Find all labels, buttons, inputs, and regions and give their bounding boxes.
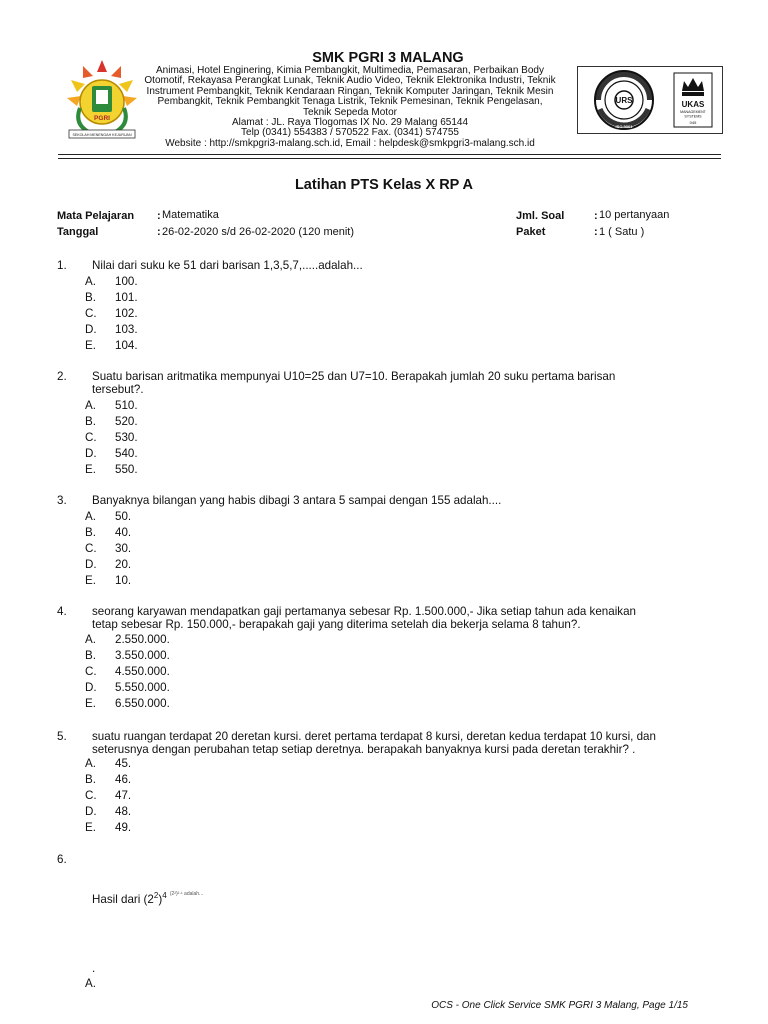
option-value: 103. (115, 323, 138, 336)
option-letter: A. (85, 399, 96, 412)
option-b (85, 773, 131, 786)
option-letter: A. (85, 510, 96, 523)
option-letter: D. (85, 323, 97, 336)
option-letter: E. (85, 574, 96, 587)
option-value: 4.550.000. (115, 665, 170, 678)
option-d (85, 323, 138, 336)
question-text (92, 370, 725, 396)
question-count-value: 10 pertanyaan (599, 209, 670, 221)
info-line: Pembangkit, Teknik Pembangkit Tenaga Listrik, Teknik Pemesinan, Teknik Pengelasan, (157, 96, 543, 108)
formula-tiny-text: (2²)²·¹ adalah... (169, 891, 204, 897)
option-letter: B. (85, 291, 96, 304)
question-line: tersebut?. (92, 383, 144, 396)
option-letter: E. (85, 463, 96, 476)
question-line: suatu ruangan terdapat 20 deretan kursi. deret pertama terdapat 8 kursi, deretan kedua terdapat 10 kursi, dan (92, 730, 656, 743)
ukas-title: UKAS (681, 100, 705, 109)
option-b (85, 526, 131, 539)
option-c (85, 789, 131, 802)
option-value: 550. (115, 463, 138, 476)
option-a (85, 399, 138, 412)
option-value: 3.550.000. (115, 649, 170, 662)
option-letter: C. (85, 431, 97, 444)
option-letter: B. (85, 649, 96, 662)
option-c (85, 307, 138, 320)
urs-iso-seal-icon (595, 71, 653, 129)
pgri-school-logo (63, 58, 141, 144)
address-line: Alamat : JL. Raya Tlogomas IX No. 29 Malang 65144 (231, 117, 469, 129)
option-value: 5.550.000. (115, 681, 170, 694)
option-d (85, 558, 131, 571)
option-value: 520. (115, 415, 138, 428)
package-colon: : (594, 226, 598, 238)
stray-dot: . (92, 962, 96, 975)
urs-bottom-text: ISO 9001 (615, 124, 633, 129)
option-letter: D. (85, 681, 97, 694)
info-line: Animasi, Hotel Enginering, Kimia Pembangkit, Multimedia, Pemasaran, Perbaikan Body (156, 65, 544, 76)
school-name: SMK PGRI 3 MALANG (312, 50, 464, 66)
option-value: 102. (115, 307, 138, 320)
option-value: 50. (115, 510, 132, 523)
ukas-number: 045 (689, 120, 697, 125)
option-letter: B. (85, 526, 96, 539)
question-number: 3. (57, 494, 67, 507)
option-value: 49. (115, 821, 132, 834)
option-d (85, 681, 170, 694)
option-letter: E. (85, 821, 96, 834)
option-letter: C. (85, 307, 97, 320)
question-line: seterusnya dengan perubahan tetap setiap deretnya. berapakah banyaknya kursi pada deretan terakhir? . (92, 743, 636, 756)
question-line: Suatu barisan aritmatika mempunyai U10=25 dan U7=10. Berapakah jumlah 20 suku pertama barisan (92, 370, 616, 383)
option-letter: B. (85, 415, 96, 428)
question-line: tetap sebesar Rp. 150.000,- berapakah gaji yang diterima setelah dia bekerja selama 8 tahun?. (92, 618, 581, 631)
option-value: 30. (115, 542, 132, 555)
option-letter: D. (85, 558, 97, 571)
formula-inner-exponent: 2 (153, 891, 159, 901)
option-b (85, 415, 138, 428)
option-a (85, 275, 138, 288)
option-value: 10. (115, 574, 132, 587)
date-value: 26-02-2020 s/d 26-02-2020 (120 menit) (162, 226, 355, 238)
option-value: 48. (115, 805, 132, 818)
option-value: 104. (115, 339, 138, 352)
exam-title: Latihan PTS Kelas X RP A (294, 177, 474, 193)
option-value: 47. (115, 789, 132, 802)
option-c (85, 542, 131, 555)
option-value: 530. (115, 431, 138, 444)
subject-colon: : (157, 210, 161, 222)
question-line: Nilai dari suku ke 51 dari barisan 1,3,5,7,.....adalah... (92, 259, 363, 272)
option-letter: C. (85, 542, 97, 555)
option-letter: A. (85, 275, 96, 288)
option-d (85, 447, 138, 460)
option-value: 20. (115, 558, 132, 571)
option-value: 101. (115, 291, 138, 304)
question-6 (57, 853, 725, 1003)
urs-center-text: URS (615, 96, 633, 105)
package-label: Paket (516, 226, 546, 238)
option-e (85, 339, 138, 352)
option-value: 6.550.000. (115, 697, 170, 710)
option-letter: C. (85, 665, 97, 678)
question-text (92, 259, 725, 272)
info-line: Otomotif, Rekayasa Perangkat Lunak, Teknik Audio Video, Teknik Elektronika Industri, Teknik (144, 75, 556, 87)
question-number: 4. (57, 605, 67, 618)
option-letter: B. (85, 773, 96, 786)
option-a (85, 757, 131, 770)
school-info (140, 66, 560, 149)
option-a (85, 510, 131, 523)
option-letter: E. (85, 697, 96, 710)
option-e (85, 463, 138, 476)
subject-label: Mata Pelajaran (57, 210, 135, 222)
ukas-sub2: SYSTEMS (684, 114, 702, 119)
question-text (92, 605, 725, 631)
option-c (85, 431, 138, 444)
option-a (85, 633, 170, 646)
page-footer: OCS - One Click Service SMK PGRI 3 Malang, Page 1/15 (431, 1000, 688, 1011)
question-count-colon: : (594, 210, 598, 222)
certification-box (577, 66, 723, 134)
option-value: 2.550.000. (115, 633, 170, 646)
question-line: seorang karyawan mendapatkan gaji pertamanya sebesar Rp. 1.500.000,- Jika setiap tahun ada kenaikan (92, 605, 636, 618)
question-count-label: Jml. Soal (516, 210, 565, 222)
option-e (85, 821, 131, 834)
ukas-crown-logo-icon (674, 73, 712, 127)
logo-banner: SEKOLAH MENENGAH KEJURUAN (72, 133, 132, 137)
option-value: 45. (115, 757, 132, 770)
formula-outer-exponent: 4 (162, 891, 167, 901)
option-a: A. (85, 977, 96, 990)
letterhead (55, 50, 721, 150)
option-e (85, 574, 131, 587)
option-value: 40. (115, 526, 132, 539)
option-letter: A. (85, 633, 96, 646)
option-d (85, 805, 131, 818)
formula-prefix: Hasil dari (2 (92, 893, 154, 906)
phone-line: Telp (0341) 554383 / 570522 Fax. (0341) 574755 (241, 127, 459, 139)
question-text (92, 494, 725, 507)
question-text (92, 730, 725, 756)
option-value: 100. (115, 275, 138, 288)
option-e (85, 697, 170, 710)
option-value: 510. (115, 399, 138, 412)
option-b (85, 649, 170, 662)
info-line: Teknik Sepeda Motor (303, 106, 397, 118)
website-line: Website : http://smkpgri3-malang.sch.id, Email : helpdesk@smkpgri3-malang.sch.id (165, 137, 535, 149)
option-letter: E. (85, 339, 96, 352)
option-c (85, 665, 170, 678)
question-number: 2. (57, 370, 67, 383)
option-b (85, 291, 138, 304)
header-divider-thin (58, 158, 721, 159)
ukas-sub1: MANAGEMENT (680, 110, 706, 114)
option-letter: D. (85, 447, 97, 460)
subject-value: Matematika (162, 209, 219, 221)
question-line: Banyaknya bilangan yang habis dibagi 3 antara 5 sampai dengan 155 adalah.... (92, 494, 502, 507)
option-letter: C. (85, 789, 97, 802)
option-value: 540. (115, 447, 138, 460)
package-value: 1 ( Satu ) (599, 226, 645, 238)
question-text (92, 891, 203, 906)
info-line: Instrument Pembangkit, Teknik Kendaraan Ringan, Teknik Komputer Jaringan, Teknik Mesin (146, 85, 554, 97)
question-number: 5. (57, 730, 67, 743)
header-divider (58, 154, 721, 155)
formula-close-paren: ) (158, 893, 163, 906)
question-number: 6. (57, 853, 67, 866)
option-value: 46. (115, 773, 132, 786)
certification-logos (578, 67, 722, 133)
date-label: Tanggal (57, 226, 99, 238)
question-number: 1. (57, 259, 67, 272)
logo-text: PGRI (94, 115, 110, 122)
date-colon: : (157, 226, 161, 238)
option-letter: D. (85, 805, 97, 818)
option-letter: A. (85, 757, 96, 770)
